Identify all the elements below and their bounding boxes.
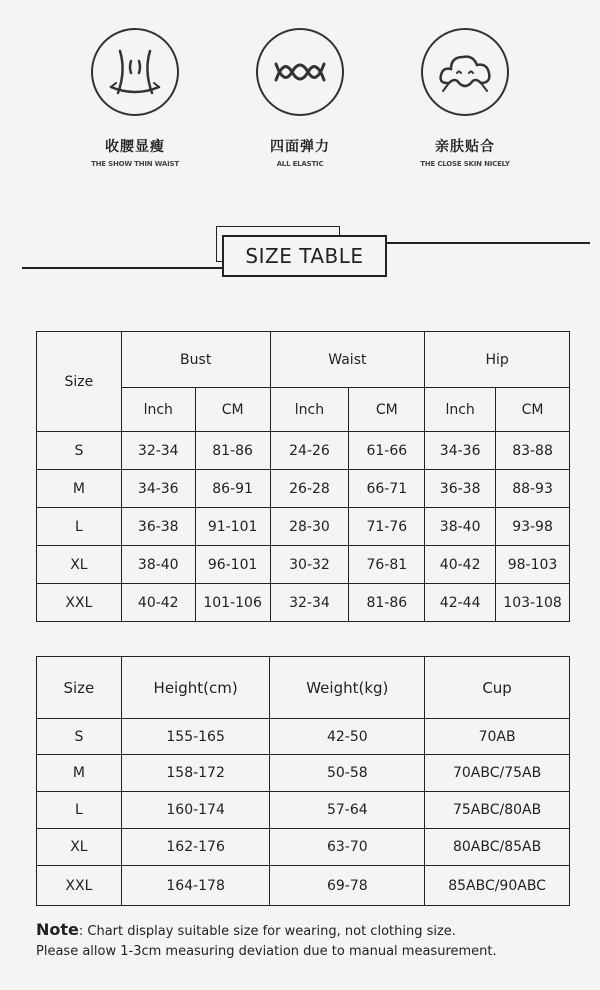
table-cell: 86-91 [195, 470, 270, 508]
table-cell: 24-26 [270, 432, 349, 470]
table-cell: 83-88 [496, 432, 570, 470]
table-cell: 76-81 [349, 546, 425, 584]
table-cell: 93-98 [496, 508, 570, 546]
size-header: Size [37, 332, 122, 432]
table-header-row [37, 657, 570, 719]
table-cell: 28-30 [270, 508, 349, 546]
table-cell: 36-38 [121, 508, 195, 546]
note-line-1 [36, 920, 596, 942]
unit-cell: lnch [270, 388, 349, 432]
table-cell: 81-86 [195, 432, 270, 470]
table-cell: 81-86 [349, 584, 425, 622]
table-cell: 63-70 [270, 829, 425, 866]
table-cell: 40-42 [121, 584, 195, 622]
feature-title-cn: 亲肤贴合 [435, 139, 495, 155]
table-cell: 26-28 [270, 470, 349, 508]
feature-title-en: ALL ELASTIC [276, 160, 324, 168]
table-cell: 85ABC/90ABC [425, 866, 570, 906]
table-cell: 38-40 [425, 508, 496, 546]
measurement-table [36, 331, 570, 622]
table-row [37, 866, 570, 906]
bust-header: Bust [121, 332, 270, 388]
unit-cell: lnch [425, 388, 496, 432]
weight-header: Weight(kg) [270, 657, 425, 719]
size-cell: XXL [37, 584, 122, 622]
size-cell: L [37, 792, 122, 829]
table-cell: 96-101 [195, 546, 270, 584]
section-title-block [0, 224, 600, 284]
size-cell: S [37, 432, 122, 470]
hip-header: Hip [425, 332, 570, 388]
table-cell: 50-58 [270, 755, 425, 792]
feature-skin [375, 28, 555, 168]
table-cell: 98-103 [496, 546, 570, 584]
table-cell: 71-76 [349, 508, 425, 546]
table-row [37, 792, 570, 829]
table-cell: 61-66 [349, 432, 425, 470]
title-rule-left [22, 267, 250, 269]
table-cell: 70AB [425, 719, 570, 755]
waist-icon [91, 28, 179, 116]
table-cell: 164-178 [121, 866, 270, 906]
feature-title-cn: 四面弹力 [270, 139, 330, 155]
note-text-1: : Chart display suitable size for wearing, not clothing size. [78, 924, 456, 939]
elastic-icon [256, 28, 344, 116]
table-cell: 75ABC/80AB [425, 792, 570, 829]
table-row [37, 584, 570, 622]
size-recommendation-table [36, 656, 570, 906]
feature-row [0, 28, 600, 178]
table-cell: 101-106 [195, 584, 270, 622]
table-row [37, 546, 570, 584]
table-cell: 158-172 [121, 755, 270, 792]
cup-header: Cup [425, 657, 570, 719]
table-cell: 36-38 [425, 470, 496, 508]
table-row [37, 508, 570, 546]
section-title: SIZE TABLE [222, 235, 387, 277]
table-cell: 38-40 [121, 546, 195, 584]
feature-title-en: THE SHOW THIN WAIST [91, 160, 179, 168]
table-cell: 42-44 [425, 584, 496, 622]
cloud-icon [421, 28, 509, 116]
table-cell: 91-101 [195, 508, 270, 546]
table-row [37, 470, 570, 508]
unit-cell: CM [195, 388, 270, 432]
table-row [37, 829, 570, 866]
table-cell: 69-78 [270, 866, 425, 906]
size-cell: M [37, 755, 122, 792]
size-cell: L [37, 508, 122, 546]
note-text-2: Please allow 1-3cm measuring deviation due to manual measurement. [36, 944, 497, 959]
table-row [37, 432, 570, 470]
table-cell: 70ABC/75AB [425, 755, 570, 792]
feature-waist [45, 28, 225, 168]
table-cell: 40-42 [425, 546, 496, 584]
title-rule-right [386, 242, 590, 244]
feature-title-en: THE CLOSE SKIN NICELY [420, 160, 510, 168]
table-cell: 34-36 [121, 470, 195, 508]
table-cell: 103-108 [496, 584, 570, 622]
table-cell: 80ABC/85AB [425, 829, 570, 866]
table-cell: 160-174 [121, 792, 270, 829]
unit-cell: CM [349, 388, 425, 432]
height-header: Height(cm) [121, 657, 270, 719]
table-cell: 30-32 [270, 546, 349, 584]
table-cell: 32-34 [270, 584, 349, 622]
table-row [37, 719, 570, 755]
table-row [37, 755, 570, 792]
note [36, 920, 596, 962]
table-cell: 42-50 [270, 719, 425, 755]
unit-cell: lnch [121, 388, 195, 432]
table-cell: 88-93 [496, 470, 570, 508]
size-cell: M [37, 470, 122, 508]
table-cell: 57-64 [270, 792, 425, 829]
table-cell: 66-71 [349, 470, 425, 508]
size-cell: S [37, 719, 122, 755]
note-label: Note [36, 920, 79, 939]
feature-elastic [210, 28, 390, 168]
table-cell: 162-176 [121, 829, 270, 866]
table-cell: 32-34 [121, 432, 195, 470]
unit-cell: CM [496, 388, 570, 432]
table-cell: 155-165 [121, 719, 270, 755]
table-header-row [37, 332, 570, 388]
size-cell: XL [37, 829, 122, 866]
size-cell: XXL [37, 866, 122, 906]
size-cell: XL [37, 546, 122, 584]
size-header: Size [37, 657, 122, 719]
waist-header: Waist [270, 332, 425, 388]
table-cell: 34-36 [425, 432, 496, 470]
feature-title-cn: 收腰显瘦 [105, 139, 165, 155]
